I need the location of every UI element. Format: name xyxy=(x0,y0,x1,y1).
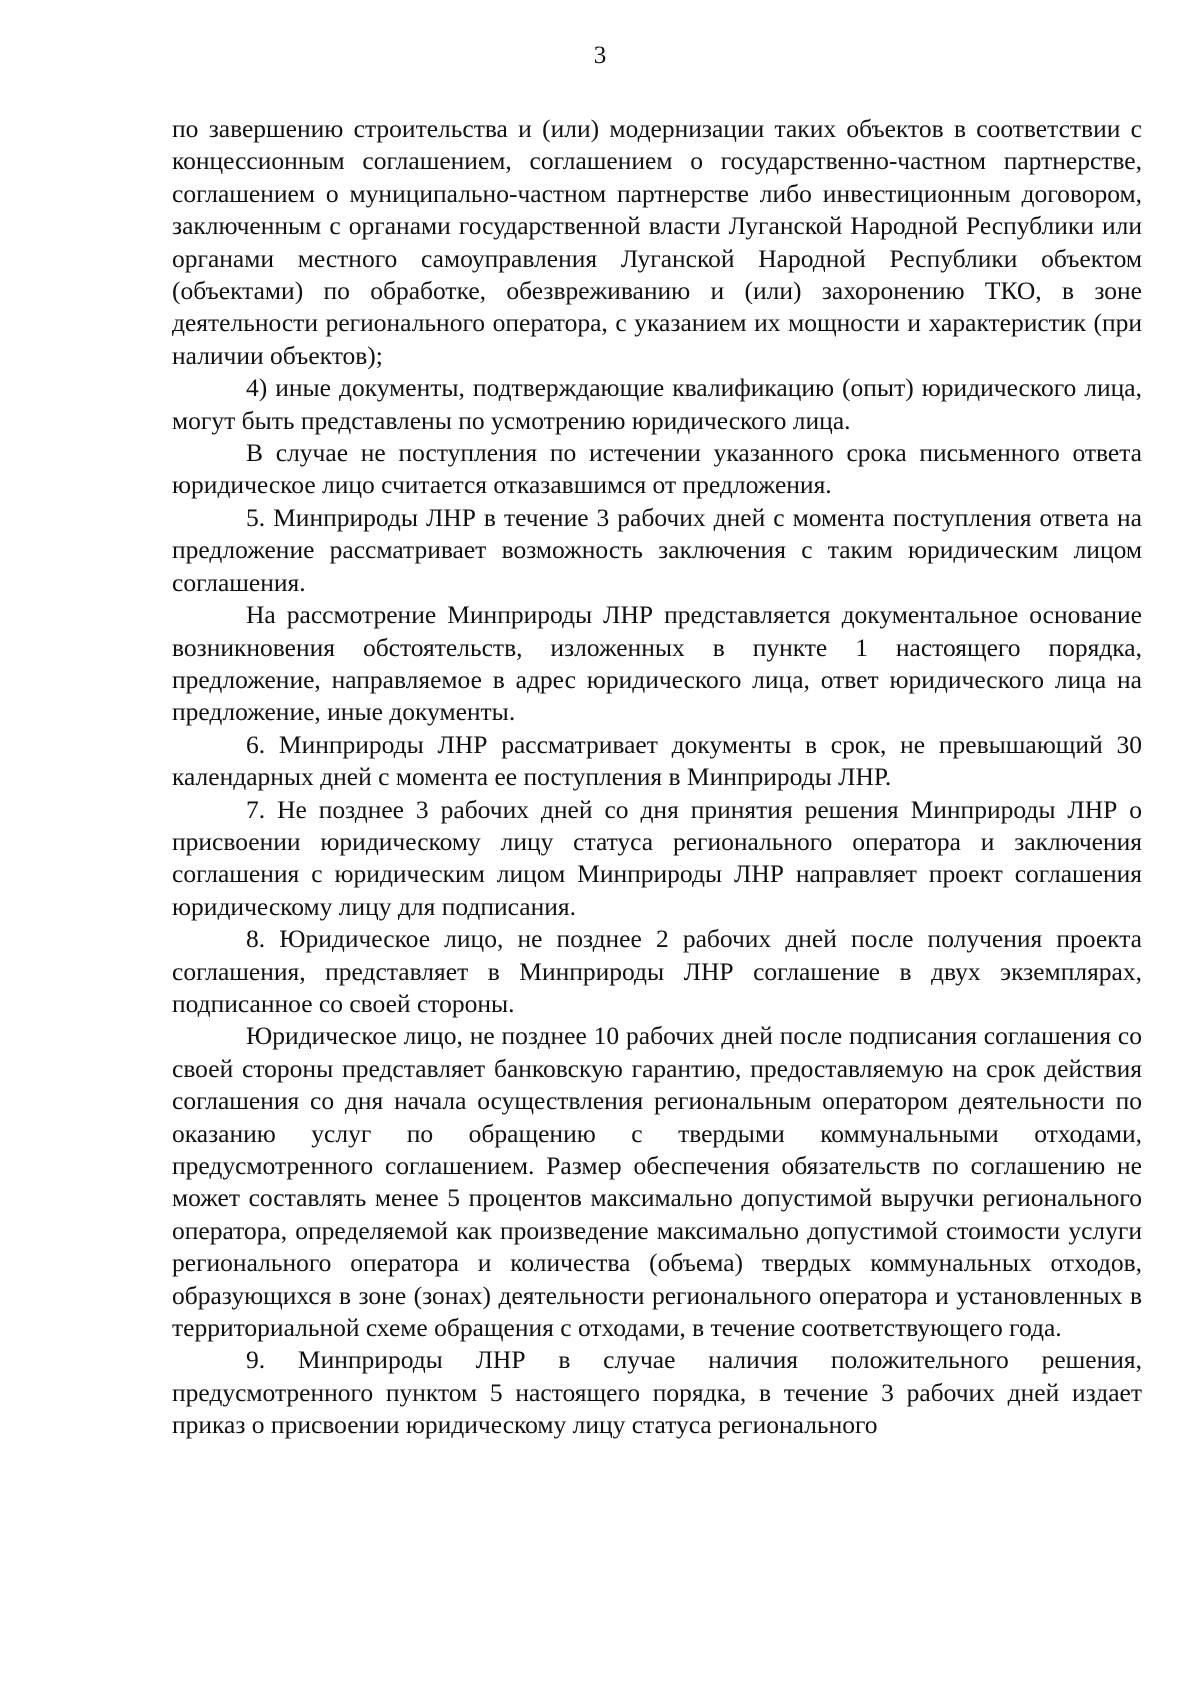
paragraph-point-5: 5. Минприроды ЛНР в течение 3 рабочих дней с момента поступления ответа на предложение рассматривает возможность заключения с таким юридическим лицом соглашения. xyxy=(172,502,1142,597)
paragraph-point-6: 6. Минприроды ЛНР рассматривает документы в срок, не превышающий 30 календарных дней с момента ее поступления в Минприроды ЛНР. xyxy=(172,729,1142,792)
paragraph-no-response: В случае не поступления по истечении указанного срока письменного ответа юридическое лицо считается отказавшимся от предложения. xyxy=(172,438,1142,500)
paragraph-item-4: 4) иные документы, подтверждающие квалификацию (опыт) юридического лица, могут быть представлены по усмотрению юридического лица. xyxy=(172,373,1142,435)
paragraph-bank-guarantee: Юридическое лицо, не позднее 10 рабочих дней после подписания соглашения со своей стороны представляет банковскую гарантию, предоставляемую на срок действия соглашения со дня начала осуществления региональным оператором деятельности по оказанию услуг по обращению с твердыми коммунальными отходами, предусмотренного соглашением. Размер обеспечения обязательств по соглашению не может составлять менее 5 процентов максимально допустимой выручки регионального оператора, определяемой как произведение максимально допустимой стоимости услуги регионального оператора и количества (объема) твердых коммунальных отходов, образующихся в зоне (зонах) деятельности регионального оператора и установленных в территориальной схеме обращения с отходами, в течение соответствующего года. xyxy=(172,1021,1142,1343)
paragraph-continuation: по завершению строительства и (или) модернизации таких объектов в соответствии с концессионным соглашением, соглашением о государственно-частном партнерстве, соглашением о муниципально-частном партнерстве либо инвестиционным договором, заключенным с органами государственной власти Луганской Народной Республики или органами местного самоуправления Луганской Народной Республики объектом (объектами) по обработке, обезвреживанию и (или) захоронению ТКО, в зоне деятельности регионального оператора, с указанием их мощности и характеристик (при наличии объектов); xyxy=(172,114,1142,370)
paragraph-review-documents: На рассмотрение Минприроды ЛНР представляется документальное основание возникновения обстоятельств, изложенных в пункте 1 настоящего порядка, предложение, направляемое в адрес юридического лица, ответ юридического лица на предложение, иные документы. xyxy=(172,600,1142,727)
page-number: 3 xyxy=(593,42,607,69)
paragraph-point-8: 8. Юридическое лицо, не позднее 2 рабочих дней после получения проекта соглашения, представляет в Минприроды ЛНР соглашение в двух экземплярах, подписанное со своей стороны. xyxy=(172,924,1142,1018)
paragraph-point-7: 7. Не позднее 3 рабочих дней со дня принятия решения Минприроды ЛНР о присвоении юридическому лицу статуса регионального оператора и заключения соглашения с юридическим лицом Минприроды ЛНР направляет проект соглашения юридическому лицу для подписания. xyxy=(172,794,1142,921)
paragraph-point-9: 9. Минприроды ЛНР в случае наличия положительного решения, предусмотренного пунктом 5 настоящего порядка, в течение 3 рабочих дней издает приказ о присвоении юридическому лицу статуса регионального xyxy=(172,1345,1142,1440)
document-body xyxy=(172,113,1142,1442)
